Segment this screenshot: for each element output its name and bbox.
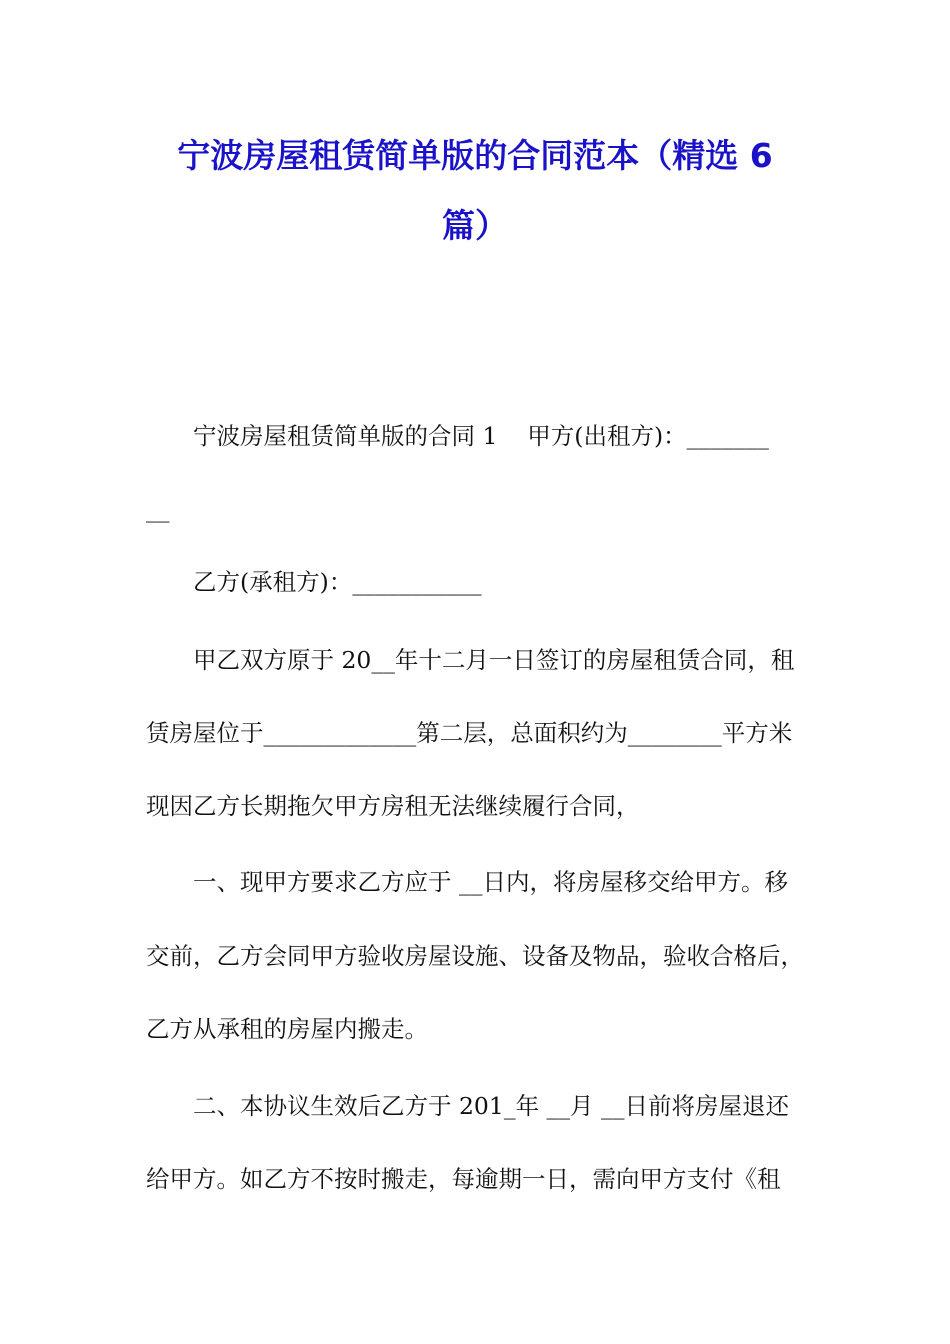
paragraph-party-b: 乙方(承租方)：___________	[193, 568, 482, 596]
paragraph-heading-party-a: 宁波房屋租赁简单版的合同 1 甲方(出租方)：_______	[193, 422, 769, 450]
paragraph-continuation: __	[146, 495, 170, 523]
clause-two-line: 给甲方。如乙方不按时搬走，每逾期一日，需向甲方支付《租	[146, 1165, 781, 1193]
clause-two-line: 二、本协议生效后乙方于 201_年 __月 __日前将房屋退还	[193, 1092, 790, 1120]
clause-one-line: 交前，乙方会同甲方验收房屋设施、设备及物品，验收合格后，	[146, 942, 804, 970]
clause-one-line: 乙方从承租的房屋内搬走。	[146, 1015, 428, 1043]
paragraph-line: 甲乙双方原于 20__年十二月一日签订的房屋租赁合同，租	[193, 646, 795, 674]
document-title-line-2: 篇）	[442, 206, 508, 245]
document-title-line-1: 宁波房屋租赁简单版的合同范本（精选 6	[177, 136, 773, 175]
paragraph-line: 现因乙方长期拖欠甲方房租无法继续履行合同，	[146, 792, 640, 820]
paragraph-line: 赁房屋位于_____________第二层，总面积约为________平方米	[146, 719, 793, 747]
clause-one-line: 一、现甲方要求乙方应于 __日内，将房屋移交给甲方。移	[193, 868, 788, 896]
